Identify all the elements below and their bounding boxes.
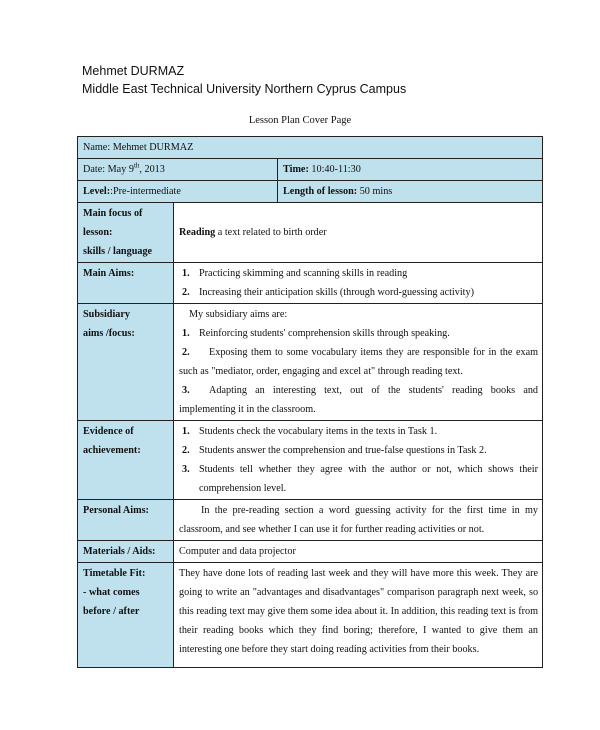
list-item: 1. Reinforcing students' comprehension skills through speaking. <box>182 328 450 339</box>
list-item: 3. Students tell whether they agree with the author or not, which shows their comprehension level. <box>182 464 539 494</box>
date-label: Date: <box>83 164 106 175</box>
list-item: 1. Practicing skimming and scanning skills in reading <box>182 268 408 279</box>
focus-value: Reading a text related to birth order <box>174 203 543 263</box>
list-item: 2. Students answer the comprehension and true-false questions in Task 2. <box>182 445 487 456</box>
length-label: Length of lesson: <box>283 186 358 197</box>
document-title: Lesson Plan Cover Page <box>248 115 352 126</box>
focus-row <box>78 203 543 263</box>
subsidiary-intro: My subsidiary aims are: <box>189 309 288 320</box>
evidence-label: Evidence of achievement: <box>78 421 174 500</box>
name-row <box>78 137 543 159</box>
list-item: 2. Increasing their anticipation skills (through word-guessing activity) <box>182 287 474 298</box>
materials-row <box>78 541 543 563</box>
level-label: Level: <box>83 186 111 197</box>
date-time-row <box>78 159 543 181</box>
personal-aims-row <box>78 500 543 541</box>
date-value: May 9th, 2013 <box>107 161 165 175</box>
author-name: Mehmet DURMAZ <box>82 64 185 78</box>
level-value: :Pre-intermediate <box>110 186 181 197</box>
list-item: 2. Exposing them to some vocabulary items they are responsible for in the exam such as "mediator, order, engaging and excel at" through reading text. <box>179 347 539 377</box>
subsidiary-value <box>174 304 543 421</box>
evidence-row <box>78 421 543 500</box>
level-cell <box>78 181 278 203</box>
timetable-label: Timetable Fit: - what comes before / after <box>78 563 174 668</box>
focus-label: Main focus of lesson: skills / language <box>78 203 174 263</box>
length-value: 50 mins <box>359 186 393 197</box>
lesson-plan-table <box>77 136 543 668</box>
list-item: 3. Adapting an interesting text, out of the students' reading books and implementing it in the classroom. <box>179 385 539 415</box>
time-value: 10:40-11:30 <box>311 164 361 175</box>
name-cell <box>78 137 543 159</box>
main-aims-label: Main Aims: <box>78 263 174 304</box>
main-aims-row <box>78 263 543 304</box>
materials-label: Materials / Aids: <box>78 541 174 563</box>
evidence-value <box>174 421 543 500</box>
university-name: Middle East Technical University Northern Cyprus Campus <box>82 82 407 96</box>
personal-aims-label: Personal Aims: <box>78 500 174 541</box>
materials-value: Computer and data projector <box>174 541 543 563</box>
name-value: Mehmet DURMAZ <box>112 142 194 153</box>
level-length-row <box>78 181 543 203</box>
name-label: Name: <box>83 142 111 153</box>
timetable-row <box>78 563 543 668</box>
length-cell <box>278 181 543 203</box>
time-label: Time: <box>283 164 309 175</box>
subsidiary-row <box>78 304 543 421</box>
personal-aims-value: In the pre-reading section a word guessing activity for the first time in my classroom, and see whether I can use it for further reading activities or not. <box>174 500 543 541</box>
date-cell <box>78 159 278 181</box>
timetable-value: They have done lots of reading last week and they will have more this week. They are going to write an "advantages and disadvantages" comparison paragraph next week, so this reading text may give them some idea about it. In addition, this reading text is from their reading books which they find boring; therefore, I wanted to give them an interesting one before they start doing reading activities from their books. <box>174 563 543 668</box>
time-cell <box>278 159 543 181</box>
main-aims-value <box>174 263 543 304</box>
subsidiary-label: Subsidiary aims /focus: <box>78 304 174 421</box>
list-item: 1. Students check the vocabulary items in the texts in Task 1. <box>182 426 438 437</box>
